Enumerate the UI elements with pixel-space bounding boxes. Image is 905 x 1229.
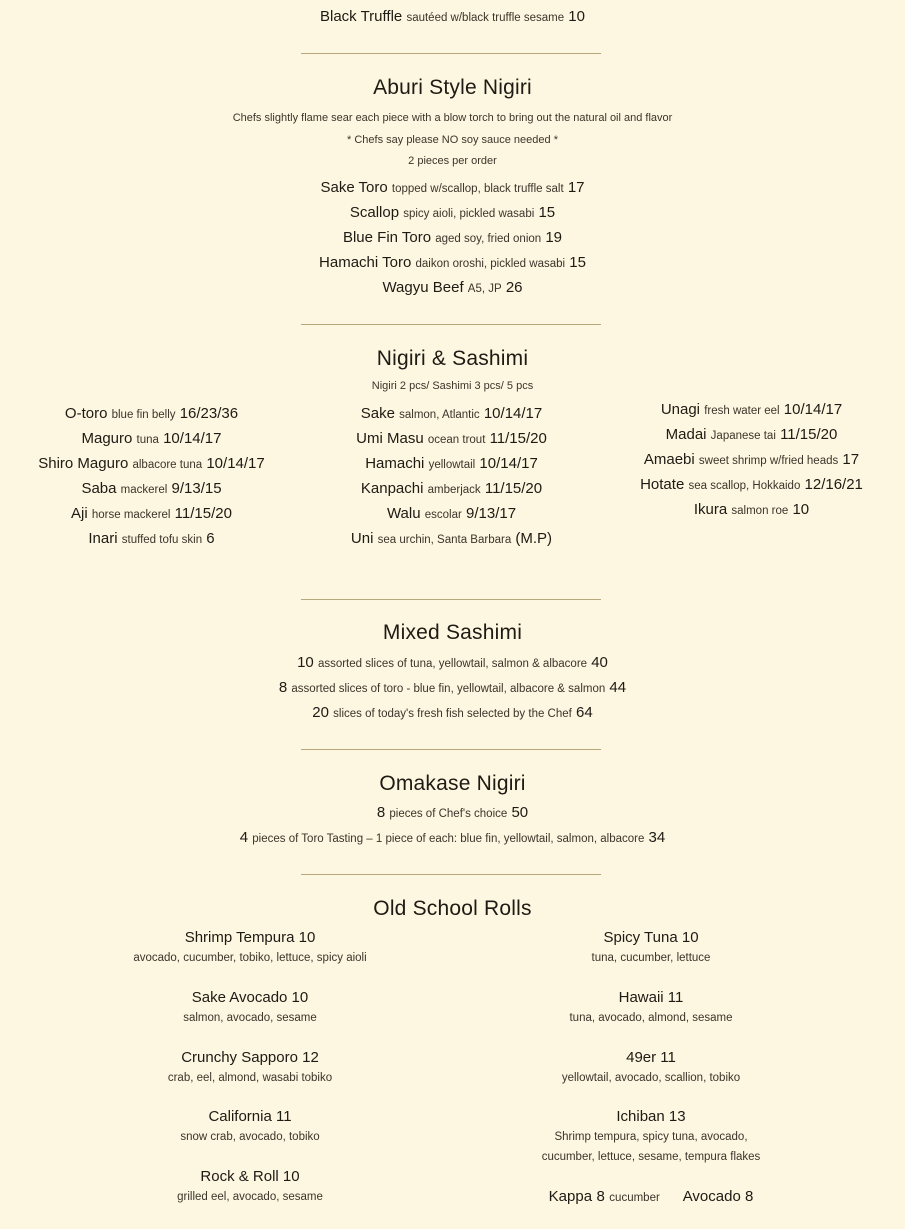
roll-item <box>451 1048 851 1107</box>
item-price: 50 <box>511 804 529 821</box>
roll-title: 49er 11 <box>626 1049 676 1066</box>
item-price: 10/14/17 <box>206 455 265 472</box>
item-name: O-toro <box>64 405 108 422</box>
menu-item <box>600 472 903 497</box>
item-qty: 4 <box>239 829 249 846</box>
menu-item <box>300 501 603 526</box>
item-name: Kanpachi <box>360 480 424 497</box>
item-price: 12/16/21 <box>804 476 863 493</box>
menu-item <box>300 401 603 426</box>
item-qty: 20 <box>312 704 329 721</box>
item-desc: stuffed tofu skin <box>121 534 203 546</box>
aburi-note: Chefs slightly flame sear each piece with a blow torch to bring out the natural oil and flavor <box>232 112 673 124</box>
roll-desc: snow crab, avocado, tobiko <box>180 1131 320 1143</box>
menu-item <box>600 497 903 522</box>
item-desc: ocean trout <box>427 434 486 446</box>
roll-title: Hawaii 11 <box>618 989 684 1006</box>
item-desc: salmon, Atlantic <box>399 409 480 421</box>
roll-desc: cucumber, lettuce, sesame, tempura flakes <box>541 1151 761 1163</box>
item-qty: 10 <box>297 654 314 671</box>
menu-item <box>0 228 905 249</box>
roll-item <box>451 1107 851 1187</box>
item-price: 10/14/17 <box>783 401 843 418</box>
roll-item <box>451 928 851 988</box>
item-desc: albacore tuna <box>132 459 203 471</box>
item-desc: Japanese tai <box>710 430 776 442</box>
rolls-column-right <box>451 928 851 1207</box>
item-price: 11/15/20 <box>780 426 838 443</box>
roll-desc: cucumber <box>609 1192 660 1204</box>
section-title-aburi: Aburi Style Nigiri <box>373 76 532 99</box>
aburi-note: 2 pieces per order <box>408 155 497 167</box>
roll-item <box>50 1107 450 1167</box>
item-price: 26 <box>505 279 523 296</box>
item-name: Sake Toro <box>320 179 388 196</box>
section-divider <box>301 324 601 325</box>
roll-price: 8 <box>596 1188 605 1205</box>
item-price: 10/14/17 <box>479 455 538 472</box>
item-price: (M.P) <box>515 530 553 547</box>
roll-item <box>451 988 851 1048</box>
roll-desc: grilled eel, avocado, sesame <box>177 1191 323 1203</box>
roll-desc: yellowtail, avocado, scallion, tobiko <box>561 1072 741 1084</box>
menu-item <box>0 451 303 476</box>
item-price: 19 <box>545 229 563 246</box>
item-desc: slices of today's fresh fish selected by the Chef <box>333 708 572 720</box>
item-name: Hamachi Toro <box>319 254 412 271</box>
item-name: Umi Masu <box>356 430 424 447</box>
item-desc: assorted slices of tuna, yellowtail, salmon & albacore <box>317 658 588 670</box>
item-name: Uni <box>350 530 374 547</box>
item-price: 9/13/15 <box>171 480 222 497</box>
roll-item <box>50 1167 450 1227</box>
item-price: 10 <box>792 501 810 518</box>
item-desc: topped w/scallop, black truffle salt <box>391 183 564 195</box>
section-divider <box>301 749 601 750</box>
menu-item <box>0 678 905 699</box>
item-qty: 8 <box>278 679 288 696</box>
item-price: 44 <box>609 679 627 696</box>
roll-title: Ichiban 13 <box>616 1108 686 1125</box>
item-name: Hotate <box>640 476 685 493</box>
item-price: 16/23/36 <box>179 405 239 422</box>
menu-item <box>0 526 303 551</box>
item-name: Maguro <box>81 430 133 447</box>
item-desc: horse mackerel <box>91 509 171 521</box>
item-qty: 8 <box>376 804 386 821</box>
menu-item <box>600 447 903 472</box>
item-price: 11/15/20 <box>489 430 547 447</box>
item-desc: blue fin belly <box>111 409 176 421</box>
menu-item <box>0 278 905 299</box>
item-desc: tuna <box>136 434 159 446</box>
item-desc: sea scallop, Hokkaido <box>688 480 801 492</box>
item-name: Inari <box>88 530 118 547</box>
item-desc: aged soy, fried onion <box>435 233 542 245</box>
menu-item <box>600 397 903 422</box>
menu-item <box>300 526 603 551</box>
roll-title: Kappa <box>548 1188 593 1205</box>
item-desc: sweet shrimp w/fried heads <box>698 455 839 467</box>
item-price: 64 <box>576 704 593 721</box>
roll-desc: tuna, cucumber, lettuce <box>591 952 711 964</box>
menu-item <box>0 828 905 849</box>
nigiri-note: Nigiri 2 pcs/ Sashimi 3 pcs/ 5 pcs <box>371 380 534 392</box>
menu-item <box>0 803 905 824</box>
item-desc: assorted slices of toro - blue fin, yellowtail, albacore & salmon <box>291 683 606 695</box>
item-name: Shiro Maguro <box>38 455 129 472</box>
item-price: 15 <box>569 254 586 271</box>
aburi-note: * Chefs say please NO soy sauce needed * <box>347 134 558 146</box>
item-desc: sea urchin, Santa Barbara <box>377 534 512 546</box>
roll-item <box>50 1048 450 1107</box>
roll-title: Sake Avocado 10 <box>191 989 309 1006</box>
menu-item <box>0 703 905 724</box>
roll-title: Shrimp Tempura 10 <box>184 929 316 946</box>
item-price: 11/15/20 <box>484 480 543 497</box>
item-name: Saba <box>81 480 117 497</box>
section-divider <box>301 53 601 54</box>
section-title-rolls: Old School Rolls <box>373 897 532 920</box>
roll-title: Crunchy Sapporo 12 <box>181 1049 319 1066</box>
section-title-nigiri: Nigiri & Sashimi <box>376 347 529 370</box>
section-title-omakase: Omakase Nigiri <box>379 772 526 795</box>
item-price: 34 <box>648 829 666 846</box>
item-name: Blue Fin Toro <box>342 229 432 246</box>
item-price: 11/15/20 <box>174 505 232 522</box>
item-name: Hamachi <box>365 455 425 472</box>
roll-desc: tuna, avocado, almond, sesame <box>569 1012 733 1024</box>
item-price: 9/13/17 <box>466 505 517 522</box>
menu-item <box>0 203 905 224</box>
item-name: Ikura <box>693 501 728 518</box>
item-name: Wagyu Beef <box>382 279 464 296</box>
item-name: Aji <box>71 505 88 522</box>
roll-desc: avocado, cucumber, tobiko, lettuce, spicy aioli <box>133 952 367 964</box>
item-desc: daikon oroshi, pickled wasabi <box>415 258 566 270</box>
rolls-column-left <box>50 928 450 1227</box>
roll-item <box>50 928 450 988</box>
item-desc: salmon roe <box>731 505 789 517</box>
roll-title: Avocado 8 <box>682 1188 754 1205</box>
item-desc: fresh water eel <box>704 405 780 417</box>
menu-item <box>0 653 905 674</box>
item-name: Amaebi <box>643 451 695 468</box>
nigiri-column-3 <box>600 397 903 522</box>
menu-item-black-truffle <box>0 7 905 28</box>
menu-item <box>0 253 905 274</box>
item-name: Walu <box>386 505 421 522</box>
roll-desc: Shrimp tempura, spicy tuna, avocado, <box>554 1131 748 1143</box>
item-name: Unagi <box>660 401 701 418</box>
item-price: 40 <box>591 654 608 671</box>
item-price: 10/14/17 <box>163 430 222 447</box>
item-desc: spicy aioli, pickled wasabi <box>403 208 535 220</box>
section-title-mixed: Mixed Sashimi <box>382 621 523 644</box>
item-name: Madai <box>665 426 707 443</box>
item-desc: yellowtail <box>428 459 476 471</box>
menu-item <box>0 426 303 451</box>
item-desc: escolar <box>424 509 462 521</box>
menu-item <box>0 178 905 199</box>
item-price: 6 <box>206 530 215 547</box>
section-divider <box>301 874 601 875</box>
item-desc: amberjack <box>427 484 481 496</box>
menu-item <box>300 426 603 451</box>
item-price: 10 <box>568 8 585 25</box>
menu-item <box>0 476 303 501</box>
item-price: 15 <box>538 204 556 221</box>
item-price: 10/14/17 <box>483 405 543 422</box>
item-desc: mackerel <box>120 484 168 496</box>
roll-item <box>50 988 450 1048</box>
menu-item <box>0 501 303 526</box>
item-name: Black Truffle <box>320 8 403 25</box>
item-desc: A5, JP <box>467 283 502 295</box>
roll-item-pair <box>451 1187 851 1207</box>
item-desc: pieces of Chef's choice <box>389 808 508 820</box>
section-divider <box>301 599 601 600</box>
item-price: 17 <box>842 451 860 468</box>
nigiri-column-2 <box>300 401 603 551</box>
roll-desc: crab, eel, almond, wasabi tobiko <box>167 1072 333 1084</box>
roll-title: Spicy Tuna 10 <box>603 929 699 946</box>
item-desc: pieces of Toro Tasting – 1 piece of each: blue fin, yellowtail, salmon, albacore <box>252 833 645 845</box>
roll-title: California 11 <box>208 1108 292 1125</box>
roll-title: Rock & Roll 10 <box>200 1168 300 1185</box>
menu-item <box>600 422 903 447</box>
menu-item <box>0 401 303 426</box>
menu-item <box>300 476 603 501</box>
item-name: Scallop <box>349 204 400 221</box>
item-desc: sautéed w/black truffle sesame <box>406 12 565 24</box>
menu-item <box>300 451 603 476</box>
item-name: Sake <box>360 405 395 422</box>
nigiri-column-1 <box>0 401 303 551</box>
roll-desc: salmon, avocado, sesame <box>183 1012 317 1024</box>
item-price: 17 <box>567 179 585 196</box>
